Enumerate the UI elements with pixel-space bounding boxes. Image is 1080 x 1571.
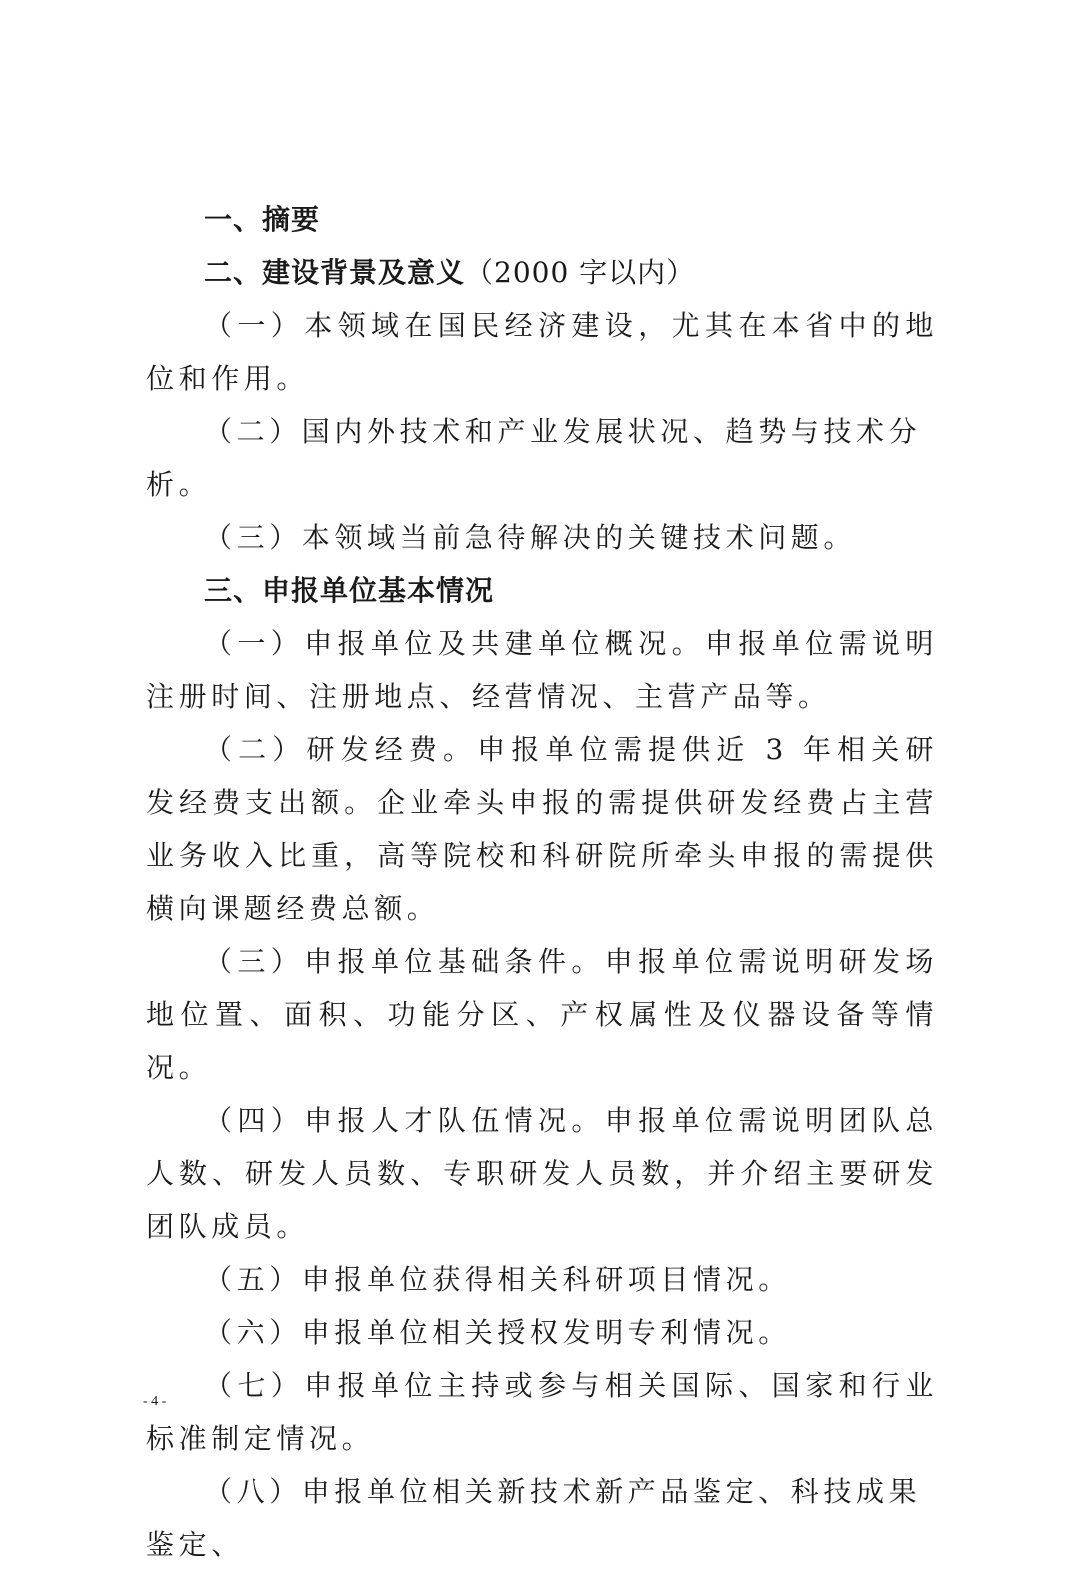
- heading-text: 三、申报单位基本情况: [204, 574, 495, 607]
- applicant-paragraph-1: （一）申报单位及共建单位概况。申报单位需说明注册时间、注册地点、经营情况、主营产品等。: [146, 627, 938, 713]
- document-body: [146, 193, 938, 1571]
- section-heading-background: [146, 246, 938, 299]
- heading-text: 二、建设背景及意义: [204, 256, 466, 289]
- applicant-paragraph-7: （七）申报单位主持或参与相关国际、国家和行业标准制定情况。: [146, 1369, 938, 1455]
- background-paragraph-1: （一）本领域在国民经济建设，尤其在本省中的地位和作用。: [146, 309, 938, 395]
- page-number: - 4 -: [143, 1394, 167, 1409]
- applicant-paragraph-5: （五）申报单位获得相关科研项目情况。: [204, 1263, 791, 1296]
- applicant-paragraph-8: （八）申报单位相关新技术新产品鉴定、科技成果鉴定、: [146, 1475, 922, 1561]
- background-paragraph-2: （二）国内外技术和产业发展状况、趋势与技术分析。: [146, 415, 922, 501]
- background-paragraph-3: （三）本领域当前急待解决的关键技术问题。: [204, 521, 857, 554]
- heading-word-limit-note: （2000 字以内）: [465, 256, 696, 289]
- applicant-paragraph-2: （二）研发经费。申报单位需提供近 3 年相关研发经费支出额。企业牵头申报的需提供研发经费占主营业务收入比重，高等院校和科研院所牵头申报的需提供横向课题经费总额。: [146, 733, 938, 925]
- section-heading-abstract: [146, 193, 938, 246]
- applicant-paragraph-4: （四）申报人才队伍情况。申报单位需说明团队总人数、研发人员数、专职研发人员数，并介绍主要研发团队成员。: [146, 1104, 938, 1243]
- applicant-paragraph-6: （六）申报单位相关授权发明专利情况。: [204, 1316, 791, 1349]
- applicant-paragraph-3: （三）申报单位基础条件。申报单位需说明研发场地位置、面积、功能分区、产权属性及仪器设备等情况。: [146, 945, 938, 1084]
- heading-text: 一、摘要: [204, 203, 321, 236]
- section-heading-applicant: [146, 564, 938, 617]
